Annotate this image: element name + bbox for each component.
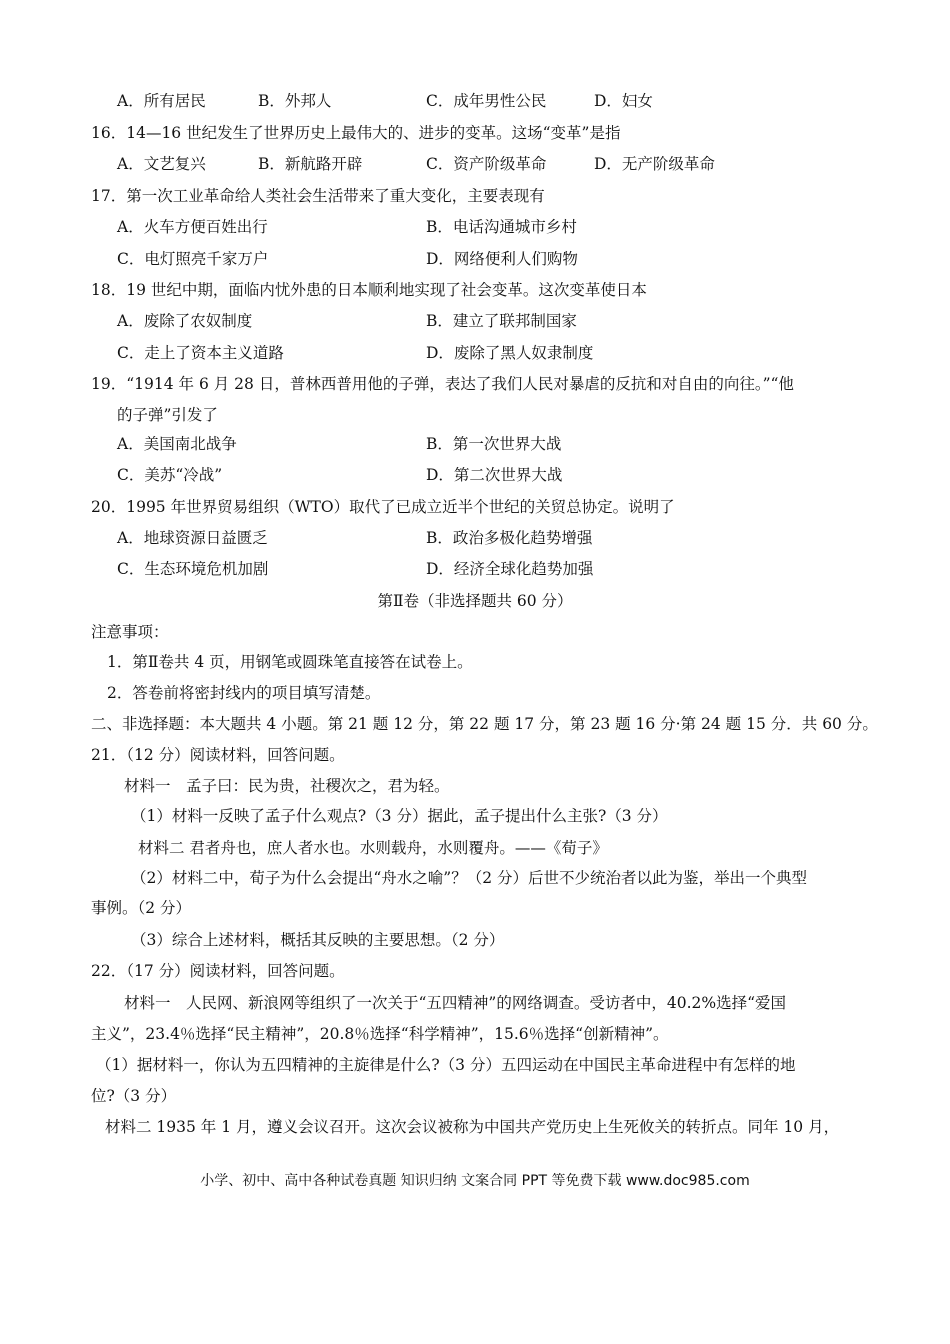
q19-option-c: C．美苏“冷战” <box>117 466 223 484</box>
q17-option-d: D．网络便利人们购物 <box>426 250 578 268</box>
notice-heading: 注意事项： <box>91 623 169 641</box>
q20-option-d: D．经济全球化趋势加强 <box>426 560 594 578</box>
q21-sub3: （3）综合上述材料，概括其反映的主要思想。（2 分） <box>131 931 505 949</box>
q21-stem: 21．（12 分）阅读材料，回答问题。 <box>91 746 345 764</box>
q16-option-b: B．新航路开辟 <box>258 155 363 173</box>
q18-option-b: B．建立了联邦制国家 <box>426 312 577 330</box>
q17-option-a: A．火车方便百姓出行 <box>117 218 268 236</box>
q17-option-c: C．电灯照亮千家万户 <box>117 250 269 268</box>
q19-option-d: D．第二次世界大战 <box>426 466 563 484</box>
section2-title: 第Ⅱ卷（非选择题共 60 分） <box>377 592 573 610</box>
q22-sub1-line2: 位?（3 分） <box>91 1087 177 1105</box>
q19-stem-line1: 19．“1914 年 6 月 28 日，普林西普用他的子弹，表达了我们人民对暴虐的反抗和对自由的向往。”“他 <box>91 375 794 393</box>
q19-option-b: B．第一次世界大战 <box>426 435 562 453</box>
q22-material2: 材料二 1935 年 1 月，遵义会议召开。这次会议被称为中国共产党历史上生死攸关的转折点。同年 10 月， <box>105 1118 840 1136</box>
q20-option-a: A．地球资源日益匮乏 <box>117 529 268 547</box>
q18-option-c: C．走上了资本主义道路 <box>117 344 284 362</box>
q16-option-d: D．无产阶级革命 <box>594 155 715 173</box>
q15-option-a: A．所有居民 <box>117 92 206 110</box>
notice-item-2: 2．答卷前将密封线内的项目填写清楚。 <box>107 684 381 702</box>
q22-sub1-line1: （1）据材料一，你认为五四精神的主旋律是什么?（3 分）五四运动在中国民主革命进程中有怎样的地 <box>96 1056 796 1074</box>
q21-sub2-line1: （2）材料二中，荀子为什么会提出“舟水之喻”？（2 分）后世不少统治者以此为鉴，举出一个典型 <box>131 869 808 887</box>
q15-option-d: D．妇女 <box>594 92 653 110</box>
q18-option-a: A．废除了农奴制度 <box>117 312 253 330</box>
q22-material1-line1: 材料一 人民网、新浪网等组织了一次关于“五四精神”的网络调查。受访者中，40.2%选择“爱国 <box>124 994 787 1012</box>
page-footer: 小学、初中、高中各种试卷真题 知识归纳 文案合同 PPT 等免费下载 www.doc985.com <box>200 1173 750 1189</box>
q21-sub1: （1）材料一反映了孟子什么观点?（3 分）据此，孟子提出什么主张?（3 分） <box>131 807 668 825</box>
q15-option-c: C．成年男性公民 <box>426 92 547 110</box>
q21-material2: 材料二 君者舟也，庶人者水也。水则载舟，水则覆舟。——《荀子》 <box>138 839 608 857</box>
q19-stem-line2: 的子弹”引发了 <box>117 406 218 424</box>
notice-item-1: 1．第Ⅱ卷共 4 页，用钢笔或圆珠笔直接答在试卷上。 <box>107 653 473 671</box>
q16-option-a: A．文艺复兴 <box>117 155 206 173</box>
q22-material1-line2: 主义”，23.4％选择“民主精神”，20.8％选择“科学精神”，15.6％选择“创新精神”。 <box>91 1025 669 1043</box>
q15-option-b: B．外邦人 <box>258 92 332 110</box>
q20-option-c: C．生态环境危机加剧 <box>117 560 269 578</box>
q18-stem: 18．19 世纪中期，面临内忧外患的日本顺利地实现了社会变革。这次变革使日本 <box>91 281 647 299</box>
q21-sub2-line2: 事例。（2 分） <box>91 899 192 917</box>
section2-intro: 二、非选择题：本大题共 4 小题。第 21 题 12 分，第 22 题 17 分，第 23 题 16 分·第 24 题 15 分．共 60 分。 <box>91 715 878 733</box>
q20-stem: 20．1995 年世界贸易组织（WTO）取代了已成立近半个世纪的关贸总协定。说明了 <box>91 498 675 516</box>
q17-option-b: B．电话沟通城市乡村 <box>426 218 577 236</box>
q20-option-b: B．政治多极化趋势增强 <box>426 529 593 547</box>
q22-stem: 22．（17 分）阅读材料，回答问题。 <box>91 962 345 980</box>
q18-option-d: D．废除了黑人奴隶制度 <box>426 344 594 362</box>
q21-material1: 材料一 孟子曰：民为贵，社稷次之，君为轻。 <box>124 777 450 795</box>
q19-option-a: A．美国南北战争 <box>117 435 237 453</box>
q16-stem: 16．14—16 世纪发生了世界历史上最伟大的、进步的变革。这场“变革”是指 <box>91 124 621 142</box>
q17-stem: 17．第一次工业革命给人类社会生活带来了重大变化，主要表现有 <box>91 187 545 205</box>
q16-option-c: C．资产阶级革命 <box>426 155 547 173</box>
